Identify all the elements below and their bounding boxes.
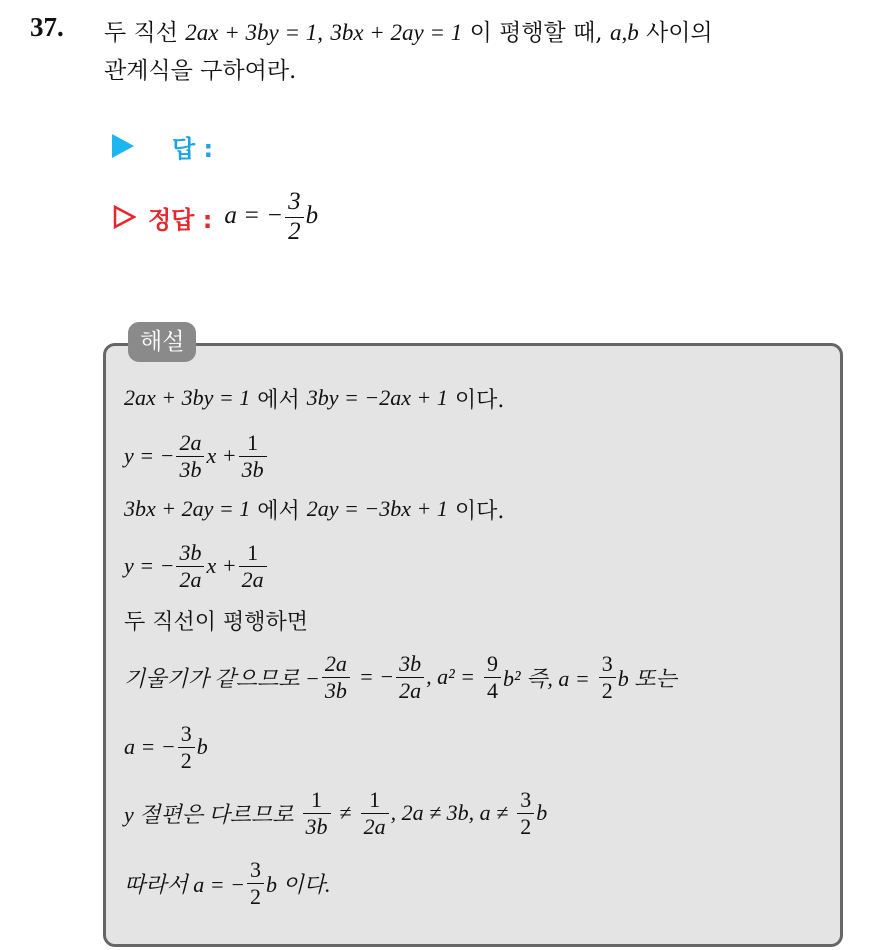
l3-end: 이다. xyxy=(454,498,505,524)
l9-text: 따라서 a = − xyxy=(124,871,245,897)
num: 1 xyxy=(239,430,267,456)
solution-line-1 xyxy=(124,375,504,421)
question-vars: a,b xyxy=(609,20,639,45)
solution-line-2 xyxy=(124,428,269,484)
answer-row xyxy=(112,128,213,164)
l6-frac-1 xyxy=(322,651,350,703)
correct-lhs: a = − xyxy=(224,201,284,229)
correct-answer-label: 정답 : xyxy=(148,205,213,234)
play-icon xyxy=(112,134,134,158)
den: 2a xyxy=(241,566,264,592)
l4-lhs: y = − xyxy=(124,553,175,578)
solution-tag: 해설 xyxy=(128,322,196,362)
l8-frac-1 xyxy=(303,787,331,839)
question-text-1: 두 직선 xyxy=(104,20,178,46)
correct-answer-value xyxy=(224,188,318,247)
l3-eq2: 2ay = −3bx + 1 xyxy=(306,496,448,521)
num: 3 xyxy=(178,721,195,747)
fraction-den: 2 xyxy=(288,217,301,245)
l2-lhs: y = − xyxy=(124,443,175,468)
play-outline-icon xyxy=(112,205,136,229)
l6-eq: = − xyxy=(358,664,395,689)
l8-neq: ≠ xyxy=(339,800,352,825)
question-text-4: 관계식을 구하여라. xyxy=(104,58,297,84)
num: 3 xyxy=(247,857,264,883)
question-text-3: 사이의 xyxy=(646,20,713,46)
solution-line-4 xyxy=(124,538,269,594)
correct-answer-row xyxy=(112,188,318,247)
l5-text: 두 직선이 평행하면 xyxy=(124,609,309,635)
l8-frac-2 xyxy=(361,787,389,839)
l4-mid: x + xyxy=(206,553,237,578)
den: 2a xyxy=(399,677,422,703)
l9-frac xyxy=(247,857,264,909)
question-eq1: 2ax + 3by = 1, xyxy=(185,20,323,45)
l3-text: 에서 xyxy=(257,498,300,524)
l6-text: 기울기가 같으므로 − xyxy=(124,665,320,691)
num: 3 xyxy=(517,787,534,813)
correct-fraction xyxy=(285,188,304,247)
l1-eq: 2ax + 3by = 1 xyxy=(124,385,251,410)
den: 2a xyxy=(363,813,386,839)
den: 3b xyxy=(241,456,264,482)
solution-line-7 xyxy=(124,718,208,776)
solution-line-3 xyxy=(124,486,504,532)
answer-label: 답 : xyxy=(172,134,214,163)
den: 2 xyxy=(520,813,532,839)
num: 2a xyxy=(176,430,204,456)
l1-eq2: 3by = −2ax + 1 xyxy=(306,385,448,410)
question-text-2: 이 평행할 때, xyxy=(469,20,603,46)
den: 2 xyxy=(249,883,261,909)
l9-tail: b 이다. xyxy=(265,871,331,897)
solution-line-6 xyxy=(124,648,677,706)
fraction-num: 3 xyxy=(285,188,304,218)
num: 3b xyxy=(176,540,204,566)
den: 2a xyxy=(179,566,202,592)
l7-tail: b xyxy=(196,734,208,759)
den: 3b xyxy=(179,456,202,482)
solution-line-5 xyxy=(124,597,308,643)
num: 2a xyxy=(322,651,350,677)
l8-cond: , 2a ≠ 3b, a ≠ xyxy=(390,800,509,825)
num: 1 xyxy=(303,787,331,813)
den: 3b xyxy=(324,677,347,703)
den: 4 xyxy=(487,677,499,703)
l4-frac-1 xyxy=(176,540,204,592)
num: 3 xyxy=(599,651,616,677)
correct-tail: b xyxy=(305,201,319,229)
l1-end: 이다. xyxy=(454,387,505,413)
l8-frac-3 xyxy=(517,787,534,839)
l6-then: b² 즉, a = xyxy=(503,665,590,691)
solution-line-9 xyxy=(124,854,330,912)
num: 1 xyxy=(361,787,389,813)
question-number: 37. xyxy=(30,12,64,42)
l2-mid: x + xyxy=(206,443,237,468)
solution-line-8 xyxy=(124,784,547,842)
den: 2 xyxy=(180,747,192,773)
l8-text: y 절편은 다르므로 xyxy=(124,801,294,827)
den: 3b xyxy=(305,813,328,839)
l2-frac-2 xyxy=(239,430,267,482)
num: 9 xyxy=(484,651,501,677)
question-eq2: 3bx + 2ay = 1 xyxy=(330,20,463,45)
num: 3b xyxy=(396,651,424,677)
l3-eq: 3bx + 2ay = 1 xyxy=(124,496,251,521)
num: 1 xyxy=(239,540,267,566)
l1-text: 에서 xyxy=(257,387,300,413)
l2-frac-1 xyxy=(176,430,204,482)
l6-square: , a² = xyxy=(426,664,476,689)
l7-frac xyxy=(178,721,195,773)
l6-frac-4 xyxy=(599,651,616,703)
l8-tail: b xyxy=(536,800,548,825)
question-text xyxy=(104,14,864,90)
l7-lhs: a = − xyxy=(124,734,176,759)
l6-frac-3 xyxy=(484,651,501,703)
l4-frac-2 xyxy=(239,540,267,592)
l6-or: b 또는 xyxy=(617,665,677,691)
den: 2 xyxy=(601,677,613,703)
l6-frac-2 xyxy=(396,651,424,703)
